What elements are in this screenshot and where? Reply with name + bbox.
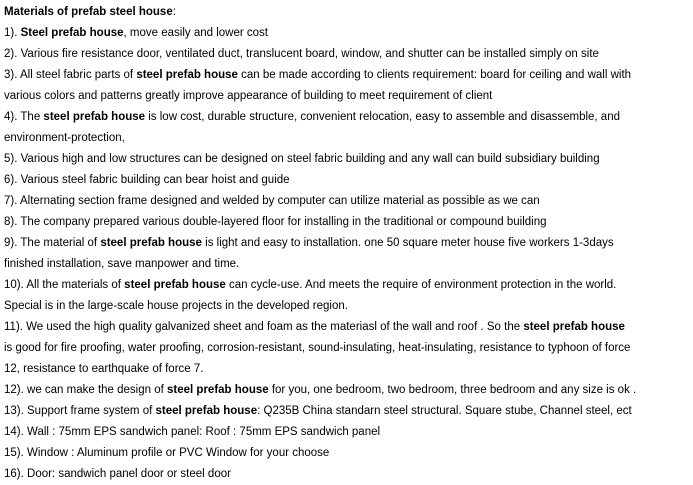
- list-item-text: 4). The: [4, 111, 44, 123]
- list-item: [4, 23, 690, 44]
- list-item-text-continued: , move easily and lower cost: [123, 27, 268, 39]
- list-item-text: 7). Alternating section frame designed and welded by computer can utilize material as possible as we can: [4, 195, 540, 207]
- list-item-emphasis: steel prefab house: [155, 405, 258, 417]
- list-item: [4, 170, 690, 191]
- document-title-colon: :: [172, 6, 176, 18]
- list-item: [4, 443, 690, 464]
- list-item-emphasis: Steel prefab house: [20, 27, 124, 39]
- list-item: [4, 44, 690, 65]
- list-item: [4, 380, 690, 401]
- list-item-emphasis: steel prefab house: [136, 69, 238, 81]
- document-body: [4, 2, 690, 485]
- list-item-text-continued: can cycle-use. And meets the require of environment protection in the world.: [225, 279, 617, 291]
- list-item-emphasis: steel prefab house: [523, 321, 625, 333]
- list-item-emphasis: steel prefab house: [43, 111, 146, 123]
- list-item: [4, 107, 690, 128]
- list-item-text: 12). we can make the design of: [4, 384, 168, 396]
- list-item-text: environment-protection,: [4, 132, 125, 144]
- list-item-text: 14). Wall : 75mm EPS sandwich panel: Roof : 75mm EPS sandwich panel: [4, 426, 381, 438]
- list-item-text: 16). Door: sandwich panel door or steel door: [4, 468, 231, 480]
- list-item: [4, 128, 690, 149]
- list-item-text: 8). The company prepared various double-layered floor for installing in the traditional or compound building: [4, 216, 547, 228]
- list-item: [4, 65, 690, 86]
- list-item: [4, 317, 690, 338]
- list-item-text: 10). All the materials of: [4, 279, 125, 291]
- list-item-text: 11). We used the high quality galvanized sheet and foam as the materiasl of the wall and roof . So the: [4, 321, 524, 333]
- list-item-text: 13). Support frame system of: [4, 405, 156, 417]
- list-item-text: 9). The material of: [4, 237, 101, 249]
- list-item-text-continued: : Q235B China standarn steel structural. Square stube, Channel steel, ect: [257, 405, 632, 417]
- list-item: [4, 212, 690, 233]
- list-item-text: 3). All steel fabric parts of: [4, 69, 137, 81]
- list-item: [4, 275, 690, 296]
- list-item: [4, 422, 690, 443]
- materials-list: [4, 23, 690, 485]
- list-item-text: 2). Various fire resistance door, ventilated duct, translucent board, window, and shutter can be installed simply on site: [4, 48, 599, 60]
- list-item: [4, 464, 690, 485]
- list-item-text-continued: is low cost, durable structure, convenient relocation, easy to assemble and disassemble, and: [145, 111, 620, 123]
- document-title: [4, 2, 690, 23]
- list-item-text-continued: can be made according to clients requirement: board for ceiling and wall with: [237, 69, 632, 81]
- document-title-bold: Materials of prefab steel house: [4, 6, 173, 18]
- list-item-text: 12, resistance to earthquake of force 7.: [4, 363, 204, 375]
- list-item: [4, 359, 690, 380]
- list-item-text: finished installation, save manpower and time.: [4, 258, 240, 270]
- list-item-text: various colors and patterns greatly improve appearance of building to meet requirement of client: [4, 90, 493, 102]
- list-item: [4, 296, 690, 317]
- list-item-text: 1).: [4, 27, 21, 39]
- list-item-text-continued: is light and easy to installation. one 50 square meter house five workers 1-3days: [201, 237, 614, 249]
- list-item-emphasis: steel prefab house: [124, 279, 226, 291]
- list-item: [4, 149, 690, 170]
- list-item-text: 5). Various high and low structures can be designed on steel fabric building and any wall can build subsidiary building: [4, 153, 600, 165]
- list-item-emphasis: steel prefab house: [100, 237, 202, 249]
- list-item: [4, 86, 690, 107]
- list-item: [4, 254, 690, 275]
- list-item: [4, 338, 690, 359]
- list-item-text: 6). Various steel fabric building can bear hoist and guide: [4, 174, 290, 186]
- list-item: [4, 191, 690, 212]
- list-item-emphasis: steel prefab house: [167, 384, 269, 396]
- list-item: [4, 401, 690, 422]
- list-item-text-continued: for you, one bedroom, two bedroom, three bedroom and any size is ok .: [268, 384, 637, 396]
- list-item-text: 15). Window : Aluminum profile or PVC Window for your choose: [4, 447, 330, 459]
- list-item: [4, 233, 690, 254]
- list-item-text: Special is in the large-scale house projects in the developed region.: [4, 300, 348, 312]
- list-item-text: is good for fire proofing, water proofing, corrosion-resistant, sound-insulating, heat-insulating, resistance to typhoon of force: [4, 342, 631, 354]
